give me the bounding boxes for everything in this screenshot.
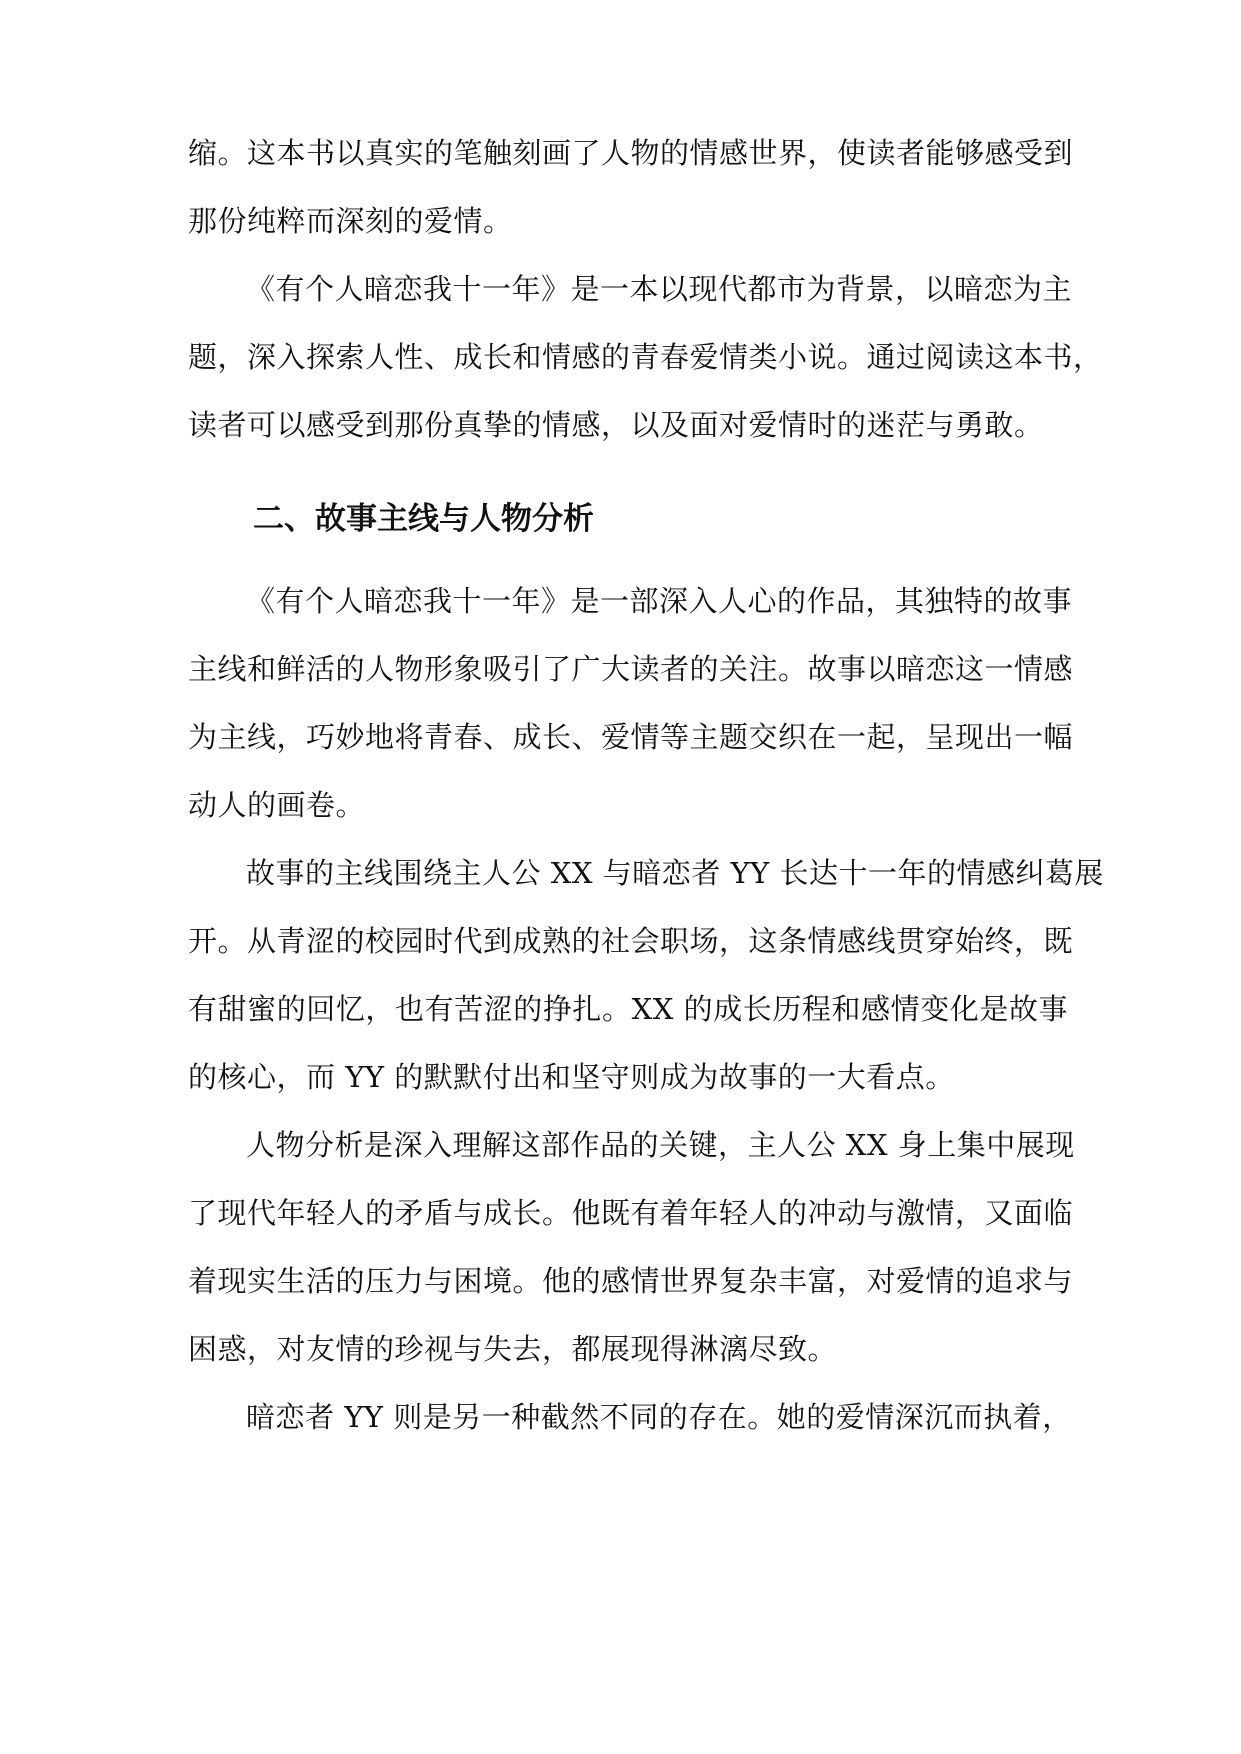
paragraph-line: 困惑，对友情的珍视与失去，都展现得淋漓尽致。 [188, 1332, 838, 1366]
paragraph-line: 暗恋者 YY 则是另一种截然不同的存在。她的爱情深沉而执着， [246, 1400, 1072, 1434]
paragraph-line: 有甜蜜的回忆，也有苦涩的挣扎。XX 的成长历程和感情变化是故事 [188, 992, 1068, 1026]
paragraph-line: 那份纯粹而深刻的爱情。 [188, 204, 513, 238]
paragraph-line: 动人的画卷。 [188, 788, 366, 822]
paragraph-line: 为主线，巧妙地将青春、成长、爱情等主题交织在一起，呈现出一幅 [188, 720, 1074, 754]
section-heading: 二、故事主线与人物分析 [253, 501, 594, 537]
paragraph-line: 着现实生活的压力与困境。他的感情世界复杂丰富，对爱情的追求与 [188, 1264, 1074, 1298]
paragraph-line: 《有个人暗恋我十一年》是一本以现代都市为背景，以暗恋为主 [246, 272, 1073, 306]
paragraph-line: 开。从青涩的校园时代到成熟的社会职场，这条情感线贯穿始终，既 [188, 924, 1074, 958]
paragraph-line: 《有个人暗恋我十一年》是一部深入人心的作品，其独特的故事 [246, 584, 1073, 618]
paragraph-line: 人物分析是深入理解这部作品的关键，主人公 XX 身上集中展现 [246, 1128, 1075, 1162]
paragraph-line: 故事的主线围绕主人公 XX 与暗恋者 YY 长达十一年的情感纠葛展 [246, 856, 1104, 890]
paragraph-line: 缩。这本书以真实的笔触刻画了人物的情感世界，使读者能够感受到 [188, 136, 1074, 170]
paragraph-line: 了现代年轻人的矛盾与成长。他既有着年轻人的冲动与激情，又面临 [188, 1196, 1074, 1230]
paragraph-line: 的核心，而 YY 的默默付出和坚守则成为故事的一大看点。 [188, 1060, 955, 1094]
paragraph-line: 主线和鲜活的人物形象吸引了广大读者的关注。故事以暗恋这一情感 [188, 652, 1074, 686]
paragraph-line: 读者可以感受到那份真挚的情感，以及面对爱情时的迷茫与勇敢。 [188, 408, 1044, 442]
paragraph-line: 题，深入探索人性、成长和情感的青春爱情类小说。通过阅读这本书， [188, 340, 1103, 374]
